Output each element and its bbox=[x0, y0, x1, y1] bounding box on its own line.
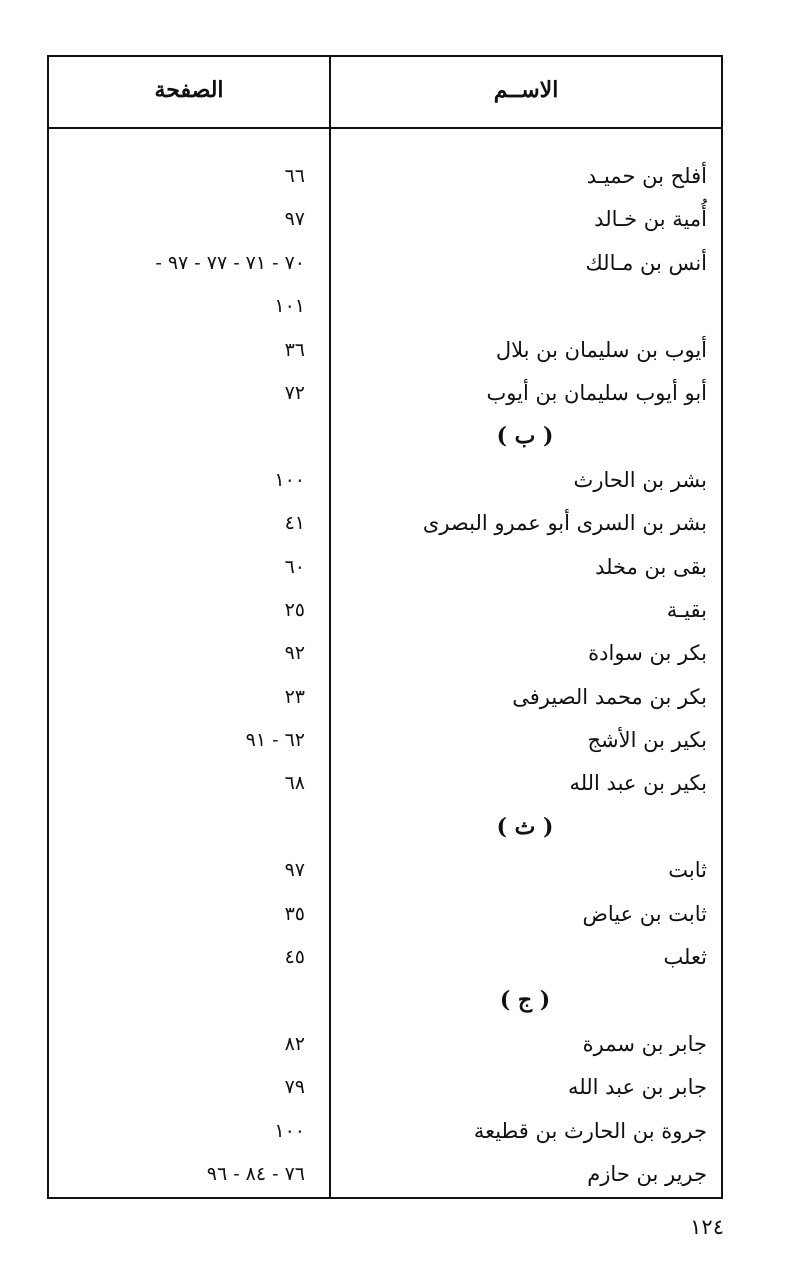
entry-pages: ٣٦ bbox=[284, 338, 305, 361]
index-entry-row bbox=[47, 156, 723, 199]
name-column-header: الاســم bbox=[493, 77, 559, 103]
section-row bbox=[47, 980, 723, 1023]
entry-pages: ٧٩ bbox=[284, 1076, 305, 1099]
entry-pages: ٢٥ bbox=[284, 598, 305, 621]
index-entry-row bbox=[47, 677, 723, 720]
entry-name: بشر بن السرى أبو عمرو البصرى bbox=[422, 511, 707, 536]
entry-name: بقيـة bbox=[666, 597, 707, 622]
index-entry-row bbox=[47, 720, 723, 763]
index-entry-row bbox=[47, 243, 723, 286]
entry-name: ثابت بن عياض bbox=[582, 901, 707, 926]
entry-pages: ١٠٠ bbox=[274, 1119, 305, 1142]
entry-name: بكير بن الأشج bbox=[587, 728, 707, 753]
entry-name: أفلح بن حميـد bbox=[586, 164, 707, 188]
index-entry-row bbox=[47, 330, 723, 373]
index-entry-row bbox=[47, 1111, 723, 1154]
index-entry-row bbox=[47, 373, 723, 416]
entry-pages: ٩٧ bbox=[284, 208, 305, 231]
entry-name: ثعلب bbox=[663, 945, 707, 970]
index-entry-row bbox=[47, 850, 723, 893]
index-entry-row bbox=[47, 286, 723, 329]
entry-name: أُمية بن خـالد bbox=[594, 207, 707, 232]
entry-name: بكر بن محمد الصيرفى bbox=[512, 684, 707, 709]
index-entry-row bbox=[47, 1024, 723, 1067]
entry-pages: ٦٦ bbox=[284, 165, 305, 187]
index-entry-row bbox=[47, 590, 723, 633]
entry-pages: ٢٣ bbox=[284, 685, 305, 708]
entry-name: بقى بن مخلد bbox=[595, 554, 707, 579]
entry-pages: ٦٢ - ٩١ bbox=[245, 729, 305, 752]
index-entry-row bbox=[47, 1067, 723, 1110]
index-entry-row bbox=[47, 1154, 723, 1197]
entry-name: أنس بن مـالك bbox=[585, 250, 707, 275]
entry-name: بكير بن عبد الله bbox=[569, 771, 707, 796]
index-entry-row bbox=[47, 199, 723, 242]
section-letter: ( ث ) bbox=[496, 813, 554, 840]
index-entry-row bbox=[47, 633, 723, 676]
section-letter: ( ج ) bbox=[499, 987, 551, 1014]
entry-name: جابر بن سمرة bbox=[582, 1031, 707, 1056]
entry-name: جرير بن حازم bbox=[587, 1161, 707, 1186]
entry-pages: ١٠٠ bbox=[274, 468, 305, 491]
page-number: ١٢٤ bbox=[690, 1215, 724, 1239]
index-entry-row bbox=[47, 503, 723, 546]
entry-name bbox=[347, 286, 707, 329]
entry-name: أيوب بن سليمان بن بلال bbox=[495, 337, 707, 362]
index-entry-row bbox=[47, 763, 723, 806]
entry-name: بشر بن الحارث bbox=[573, 467, 707, 492]
entry-pages: ٤١ bbox=[284, 512, 305, 535]
index-entry-row bbox=[47, 460, 723, 503]
index-entry-row bbox=[47, 937, 723, 980]
index-entry-row bbox=[47, 894, 723, 937]
section-letter: ( ب ) bbox=[496, 423, 554, 450]
section-row bbox=[47, 807, 723, 850]
entry-name: بكر بن سوادة bbox=[588, 641, 707, 666]
entry-name: جروة بن الحارث بن قطيعة bbox=[473, 1118, 707, 1143]
index-entry-row bbox=[47, 547, 723, 590]
entry-pages: ٤٥ bbox=[284, 946, 305, 969]
entry-name: ثابت bbox=[668, 858, 707, 883]
entry-pages: ٨٢ bbox=[284, 1032, 305, 1055]
index-rows bbox=[47, 156, 723, 1197]
section-row bbox=[47, 416, 723, 459]
entry-pages: ٦٨ bbox=[284, 772, 305, 795]
entry-pages: ٧٢ bbox=[284, 381, 305, 404]
entry-pages: ٧٠ - ٧١ - ٧٧ - ٩٧ - bbox=[155, 251, 305, 274]
entry-name: جابر بن عبد الله bbox=[567, 1075, 707, 1100]
entry-pages: ١٠١ bbox=[274, 295, 305, 318]
entry-pages: ٦٠ bbox=[284, 555, 305, 578]
page-column-header: الصفحة bbox=[154, 77, 224, 103]
entry-pages: ٩٢ bbox=[284, 642, 305, 665]
entry-pages: ٧٦ - ٨٤ - ٩٦ bbox=[206, 1162, 305, 1185]
entry-pages: ٩٧ bbox=[284, 859, 305, 882]
entry-name: أبو أيوب سليمان بن أيوب bbox=[486, 380, 707, 405]
header-divider bbox=[47, 127, 723, 129]
entry-pages: ٣٥ bbox=[284, 902, 305, 925]
